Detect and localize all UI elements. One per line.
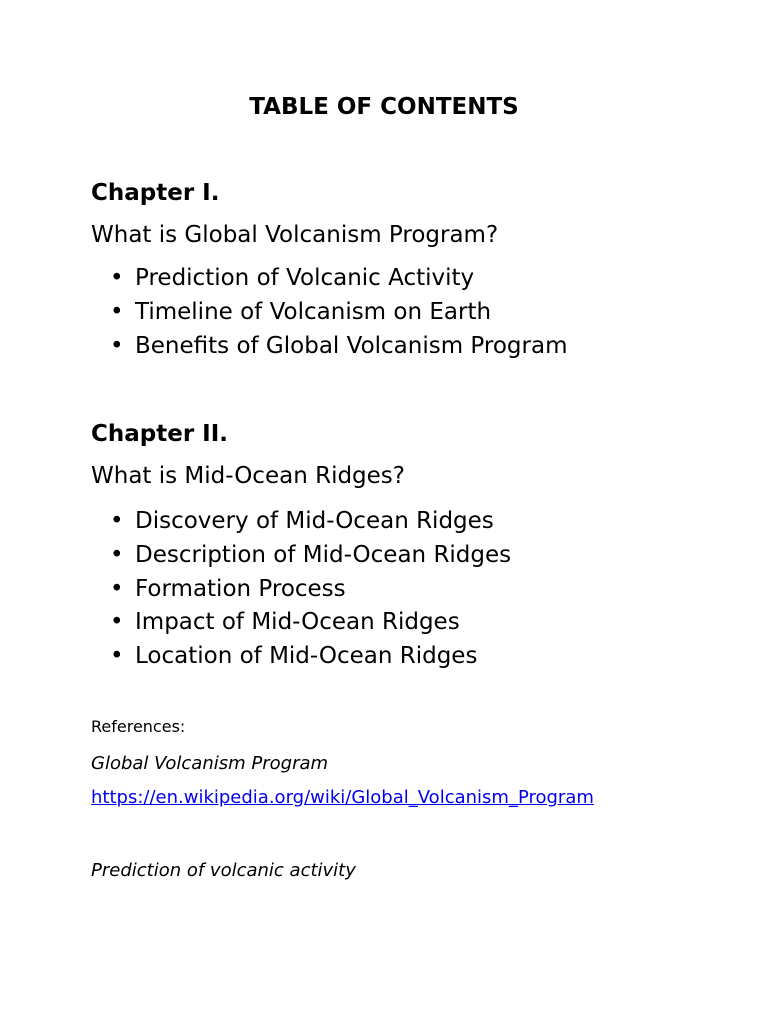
list-item <box>110 573 511 607</box>
bullet-icon: • <box>110 332 124 359</box>
list-item-label: Location of Mid-Ocean Ridges <box>135 643 478 669</box>
toc-title: TABLE OF CONTENTS <box>249 94 519 120</box>
chapter-2-topic-list <box>110 505 511 674</box>
list-item-label: Discovery of Mid-Ocean Ridges <box>135 508 494 534</box>
list-item <box>110 640 511 674</box>
chapter-2-question: What is Mid-Ocean Ridges? <box>91 463 405 489</box>
list-item-label: Prediction of Volcanic Activity <box>135 265 475 291</box>
bullet-icon: • <box>110 643 124 669</box>
bullet-icon: • <box>110 575 124 602</box>
list-item <box>110 539 511 573</box>
chapter-1-heading: Chapter I. <box>91 180 220 206</box>
bullet-icon: • <box>110 541 124 568</box>
list-item-label: Timeline of Volcanism on Earth <box>135 298 492 325</box>
list-item-label: Impact of Mid-Ocean Ridges <box>135 609 460 636</box>
list-item-label: Description of Mid-Ocean Ridges <box>135 541 512 568</box>
chapter-2-heading: Chapter II. <box>91 421 229 447</box>
chapter-1-topic-list <box>110 262 567 363</box>
list-item <box>110 505 511 539</box>
references-label: References: <box>91 717 186 736</box>
bullet-icon: • <box>110 508 124 534</box>
reference-title: Global Volcanism Program <box>91 753 329 774</box>
reference-title: Prediction of volcanic activity <box>91 860 356 881</box>
list-item-label: Formation Process <box>135 575 346 602</box>
reference-link[interactable]: https://en.wikipedia.org/wiki/Global_Volcanism_Program <box>91 787 594 808</box>
bullet-icon: • <box>110 265 124 291</box>
list-item <box>110 330 567 364</box>
list-item <box>110 262 567 296</box>
bullet-icon: • <box>110 298 124 325</box>
bullet-icon: • <box>110 609 124 636</box>
chapter-1-question: What is Global Volcanism Program? <box>91 222 499 248</box>
list-item-label: Benefits of Global Volcanism Program <box>135 332 568 359</box>
list-item <box>110 606 511 640</box>
list-item <box>110 296 567 330</box>
